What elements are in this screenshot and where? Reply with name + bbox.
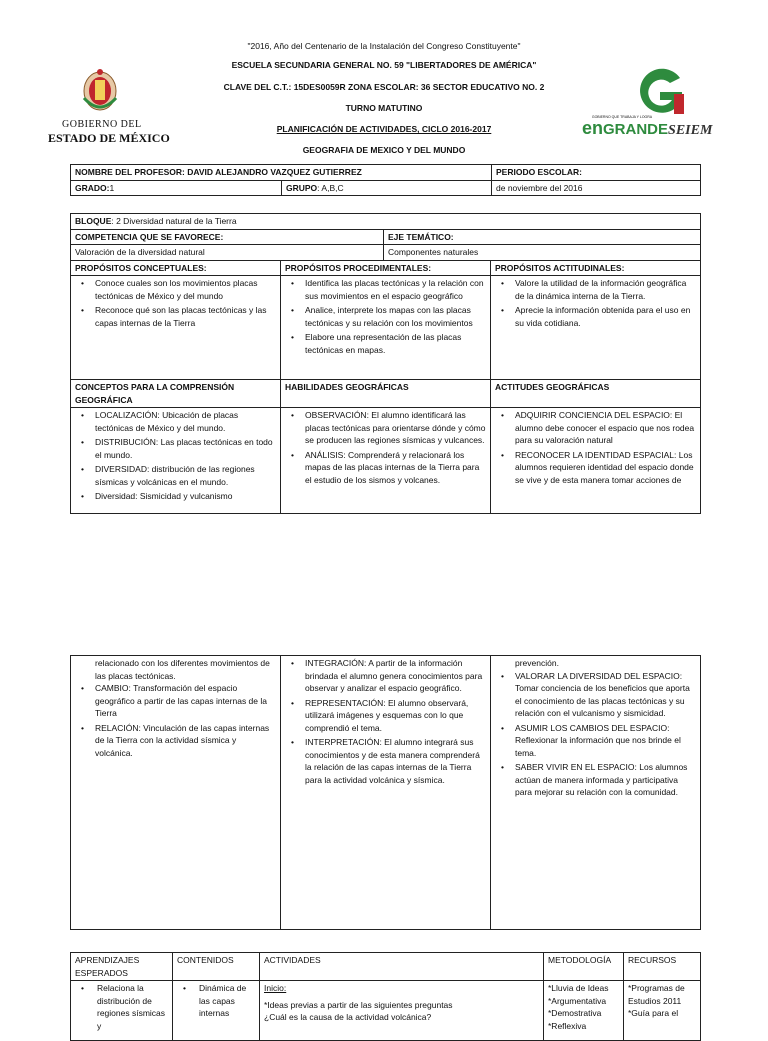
list-item: • Relaciona la distribución de regiones sísmicas y bbox=[75, 982, 168, 1032]
list-item: • Elabore una representación de las placas tectónicas en mapas. bbox=[285, 331, 486, 356]
header-slogan: "2016, Año del Centenario de la Instalación del Congreso Constituyente" bbox=[247, 41, 521, 51]
conceptos-cell bbox=[71, 408, 281, 514]
teacher-name: NOMBRE DEL PROFESOR: DAVID ALEJANDRO VAZQUEZ GUTIERREZ bbox=[71, 165, 492, 181]
list-item: • INTERPRETACIÓN: El alumno integrará sus conocimientos y de esta manera comprenderá la relación de las capas internas de la Tierra para la actividad volcánica y sísmica. bbox=[285, 736, 486, 786]
list-item: • ANÁLISIS: Comprenderá y relacionará los mapas de las placas internas de la Tierra para el estudio de los sismos y volcanes. bbox=[285, 449, 486, 487]
logo-right-grande: GRANDE bbox=[603, 121, 669, 138]
teacher-info-table bbox=[70, 164, 701, 196]
header-contenidos: CONTENIDOS bbox=[173, 953, 260, 981]
logo-right-en: en bbox=[582, 118, 604, 138]
date-value: de noviembre del 2016 bbox=[492, 180, 701, 196]
col2-title: PROPÓSITOS PROCEDIMENTALES: bbox=[281, 260, 491, 276]
list-item: • ADQUIRIR CONCIENCIA DEL ESPACIO: El alumno debe conocer el espacio que nos rodea para su valoración natural bbox=[495, 409, 696, 447]
metodologia-item: *Reflexiva bbox=[548, 1020, 587, 1031]
continuation-table bbox=[70, 655, 701, 930]
list-item: • RELACIÓN: Vinculación de las capas internas de la Tierra con la actividad sísmica y volcánica. bbox=[75, 722, 276, 760]
grade-value: 1 bbox=[109, 182, 115, 193]
metodologia-item: *Argumentativa bbox=[548, 995, 607, 1006]
metodologia-item: *Demostrativa bbox=[548, 1008, 602, 1018]
actitudinales-cell bbox=[491, 276, 701, 380]
list-item: • OBSERVACIÓN: El alumno identificará las placas tectónicas para orientarse dónde y cómo se producen las regiones sísmicas y vulcances. bbox=[285, 409, 486, 447]
header-metodologia: METODOLOGÍA bbox=[544, 953, 624, 981]
eje-label: EJE TEMÁTICO: bbox=[384, 229, 701, 245]
logo-right-seiem: SEIEM bbox=[668, 123, 713, 138]
list-item: • INTEGRACIÓN: A partir de la información brindada el alumno genera conocimientos para observar y analizar el espacio geográfico. bbox=[285, 657, 486, 695]
list-item: • VALORAR LA DIVERSIDAD DEL ESPACIO: Tomar conciencia de los beneficios que aporta el conocimiento de las placas tectónicas y su relación con el vulcanismo y sismicidad. bbox=[495, 670, 696, 720]
header-aprendizajes: APRENDIZAJES ESPERADOS bbox=[71, 953, 173, 981]
bloque-cell bbox=[71, 214, 701, 230]
school-name: ESCUELA SECUNDARIA GENERAL NO. 59 "LIBERTADORES DE AMÉRICA" bbox=[231, 60, 537, 70]
gobierno-edomex-logo bbox=[48, 68, 182, 148]
list-item: • Analice, interprete los mapas con las placas tectónicas y su relación con los movimientos bbox=[285, 304, 486, 329]
grade-cell bbox=[71, 180, 282, 196]
actividad-text-2: ¿Cuál es la causa de la actividad volcánica? bbox=[264, 1012, 432, 1022]
list-item: • Diversidad: Sismicidad y vulcanismo bbox=[75, 490, 276, 503]
actividad-cell bbox=[260, 981, 544, 1041]
group-label: GRUPO bbox=[286, 182, 318, 193]
actividad-text-1: *Ideas previas a partir de las siguientes preguntas bbox=[264, 999, 453, 1010]
logo-left-line2: ESTADO DE MÉXICO bbox=[48, 131, 170, 145]
list-item: • Conoce cuales son los movimientos placas tectónicas de México y del mundo bbox=[75, 277, 276, 302]
grade-label: GRADO: bbox=[75, 182, 110, 193]
conceptos-title: CONCEPTOS PARA LA COMPRENSIÓN GEOGRÁFICA bbox=[71, 380, 281, 408]
list-item: • DISTRIBUCIÓN: Las placas tectónicas en todo el mundo. bbox=[75, 436, 276, 461]
bloque-value: : 2 Diversidad natural de la Tierra bbox=[111, 216, 237, 226]
period-label: PERIODO ESCOLAR: bbox=[492, 165, 701, 181]
list-item: • CAMBIO: Transformación del espacio geográfico a partir de las capas internas de la Tierra bbox=[75, 682, 276, 720]
school-key: CLAVE DEL C.T.: 15DES0059R ZONA ESCOLAR: 36 SECTOR EDUCATIVO NO. 2 bbox=[223, 82, 545, 92]
recursos-cell bbox=[624, 981, 701, 1041]
metodologia-cell bbox=[544, 981, 624, 1041]
list-item: • RECONOCER LA IDENTIDAD ESPACIAL: Los alumnos requieren identidad del espacio donde se vive y de esta manera tomar acciones de bbox=[495, 449, 696, 487]
conceptuales-cell bbox=[71, 276, 281, 380]
metodologia-item: *Lluvia de Ideas bbox=[548, 983, 609, 993]
col3-title: PROPÓSITOS ACTITUDINALES: bbox=[491, 260, 701, 276]
contenido-cell bbox=[173, 981, 260, 1041]
actividad-inicio: Inicio: bbox=[264, 983, 287, 993]
list-item: • REPRESENTACIÓN: El alumno observará, utilizará imágenes y esquemas con lo que comprendió el tema. bbox=[285, 697, 486, 735]
logo-right-tagline: GOBIERNO QUE TRABAJA Y LOGRA bbox=[591, 115, 653, 119]
g-letter-icon bbox=[630, 68, 690, 116]
engrande-seiem-logo bbox=[582, 68, 712, 143]
list-item: • Identifica las placas tectónicas y la relación con sus movimientos en el espacio geográfico bbox=[285, 277, 486, 302]
recursos-item: *Guía para el bbox=[628, 1008, 679, 1018]
habilidades-cont-cell bbox=[281, 656, 491, 930]
logo-right-wordmark bbox=[582, 118, 712, 139]
list-item: • LOCALIZACIÓN: Ubicación de placas tectónicas de México y del mundo. bbox=[75, 409, 276, 434]
bloque-label: BLOQUE bbox=[75, 216, 112, 226]
header-actividades: ACTIVIDADES bbox=[260, 953, 544, 981]
actitudes-cell bbox=[491, 408, 701, 514]
recursos-item: *Programas de Estudios 2011 bbox=[628, 983, 685, 1006]
conceptos-cont-text: relacionado con los diferentes movimientos de las placas tectónicas. bbox=[95, 658, 270, 681]
aprendizaje-cell bbox=[71, 981, 173, 1041]
eje-value: Componentes naturales bbox=[384, 245, 701, 261]
list-item: • ASUMIR LOS CAMBIOS DEL ESPACIO: Reflexionar la información que nos brinde el tema. bbox=[495, 722, 696, 760]
plan-title: PLANIFICACIÓN DE ACTIVIDADES, CICLO 2016-2017 bbox=[276, 124, 492, 134]
list-item: • Reconoce qué son las placas tectónicas y las capas internas de la Tierra bbox=[75, 304, 276, 329]
competencia-label: COMPETENCIA QUE SE FAVORECE: bbox=[71, 229, 384, 245]
col1-title: PROPÓSITOS CONCEPTUALES: bbox=[71, 260, 281, 276]
habilidades-cell bbox=[281, 408, 491, 514]
habilidades-title: HABILIDADES GEOGRÁFICAS bbox=[281, 380, 491, 408]
list-item: • DIVERSIDAD: distribución de las regiones sísmicas y volcánicas en el mundo. bbox=[75, 463, 276, 488]
actitudes-title: ACTITUDES GEOGRÁFICAS bbox=[491, 380, 701, 408]
conceptos-cont-cell bbox=[71, 656, 281, 930]
group-cell bbox=[282, 180, 492, 196]
group-value: : A,B,C bbox=[317, 182, 344, 193]
actitudes-cont-cell bbox=[491, 656, 701, 930]
competencia-value: Valoración de la diversidad natural bbox=[71, 245, 384, 261]
logo-left-line1: GOBIERNO DEL bbox=[62, 119, 142, 130]
subject-title: GEOGRAFIA DE MEXICO Y DEL MUNDO bbox=[302, 145, 466, 155]
bloque-table bbox=[70, 213, 701, 514]
header-recursos: RECURSOS bbox=[624, 953, 701, 981]
school-shift: TURNO MATUTINO bbox=[345, 103, 423, 113]
actitudes-cont-text: prevención. bbox=[515, 658, 559, 668]
list-item: • SABER VIVIR EN EL ESPACIO: Los alumnos actúan de manera informada y participativa para mejorar su relación con la comunidad. bbox=[495, 761, 696, 799]
list-item: • Dinámica de las capas internas bbox=[177, 982, 255, 1020]
activities-table bbox=[70, 952, 701, 1041]
list-item: • Valore la utilidad de la información geográfica de la dinámica interna de la Tierra. bbox=[495, 277, 696, 302]
list-item: • Aprecie la información obtenida para el uso en su vida cotidiana. bbox=[495, 304, 696, 329]
procedimentales-cell bbox=[281, 276, 491, 380]
